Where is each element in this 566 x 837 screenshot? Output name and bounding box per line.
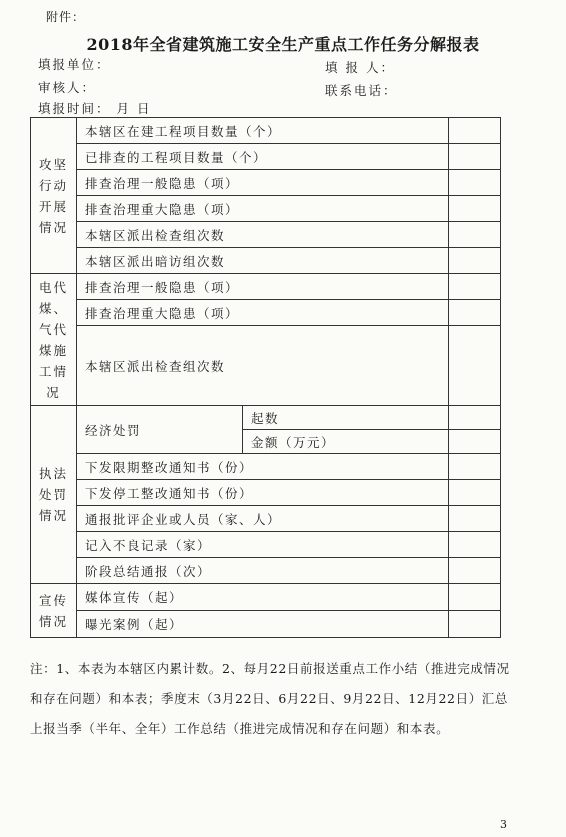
table-row [31, 222, 501, 248]
row-label: 已排查的工程项目数量（个） [77, 144, 449, 170]
row-label: 媒体宣传（起） [77, 584, 449, 611]
unit-label: 填报单位： [38, 57, 111, 72]
value-cell[interactable] [449, 454, 501, 480]
table-row [31, 326, 501, 406]
row-label-econ: 经济处罚 [77, 406, 243, 454]
row-label: 排查治理一般隐患（项） [77, 274, 449, 300]
attachment-label: 附件： [46, 10, 86, 24]
row-label: 记入不良记录（家） [77, 532, 449, 558]
value-cell[interactable] [449, 532, 501, 558]
section-label-publicity: 宣传 情况 [31, 584, 77, 638]
value-cell[interactable] [449, 558, 501, 584]
footnote: 注：1、本表为本辖区内累计数。2、每月22日前报送重点工作小结（推进完成情况和存在问题）和本表；季度末（3月22日、6月22日、9月22日、12月22日）汇总上报当季（半年、全年）工作总结（推进完成情况和存在问题）和本表。 [30, 661, 510, 736]
row-label: 本辖区派出暗访组次数 [77, 248, 449, 274]
table-row [31, 454, 501, 480]
row-label: 排查治理一般隐患（项） [77, 170, 449, 196]
row-label: 下发限期整改通知书（份） [77, 454, 449, 480]
row-label: 本辖区在建工程项目数量（个） [77, 118, 449, 144]
table-row [31, 532, 501, 558]
row-label: 通报批评企业或人员（家、人） [77, 506, 449, 532]
table-row [31, 300, 501, 326]
section-label-attack: 攻坚 行动 开展 情况 [31, 118, 77, 274]
table-row [31, 196, 501, 222]
value-cell[interactable] [449, 118, 501, 144]
sub-label: 金额（万元） [243, 430, 449, 454]
value-cell[interactable] [449, 506, 501, 532]
table-row [31, 118, 501, 144]
filler-label: 填 报 人： [325, 60, 395, 75]
value-cell[interactable] [449, 584, 501, 611]
row-label: 阶段总结通报（次） [77, 558, 449, 584]
phone-label: 联系电话： [325, 83, 398, 98]
table-row [31, 248, 501, 274]
value-cell[interactable] [449, 406, 501, 430]
value-cell[interactable] [449, 326, 501, 406]
value-cell[interactable] [449, 274, 501, 300]
table-row [31, 406, 501, 430]
row-label: 本辖区派出检查组次数 [77, 326, 449, 406]
report-table [30, 117, 501, 638]
value-cell[interactable] [449, 144, 501, 170]
reviewer-label: 审核人： [38, 80, 97, 95]
table-row [31, 506, 501, 532]
row-label: 排查治理重大隐患（项） [77, 196, 449, 222]
table-row [31, 611, 501, 638]
table-row [31, 274, 501, 300]
table-row [31, 144, 501, 170]
section-label-enforcement: 执法 处罚 情况 [31, 406, 77, 584]
table-row [31, 584, 501, 611]
value-cell[interactable] [449, 611, 501, 638]
value-cell[interactable] [449, 300, 501, 326]
value-cell[interactable] [449, 248, 501, 274]
row-label: 曝光案例（起） [77, 611, 449, 638]
row-label: 本辖区派出检查组次数 [77, 222, 449, 248]
value-cell[interactable] [449, 480, 501, 506]
page-number: 3 [500, 818, 507, 831]
value-cell[interactable] [449, 170, 501, 196]
value-cell[interactable] [449, 222, 501, 248]
value-cell[interactable] [449, 196, 501, 222]
row-label: 排查治理重大隐患（项） [77, 300, 449, 326]
date-label: 填报时间： 月 日 [38, 101, 152, 116]
table-row [31, 170, 501, 196]
value-cell[interactable] [449, 430, 501, 454]
table-row [31, 480, 501, 506]
section-label-coal: 电代 煤、 气代 煤施 工情 况 [31, 274, 77, 406]
sub-label: 起数 [243, 406, 449, 430]
row-label: 下发停工整改通知书（份） [77, 480, 449, 506]
table-row [31, 558, 501, 584]
page-title: 2018年全省建筑施工安全生产重点工作任务分解报表 [86, 35, 480, 54]
